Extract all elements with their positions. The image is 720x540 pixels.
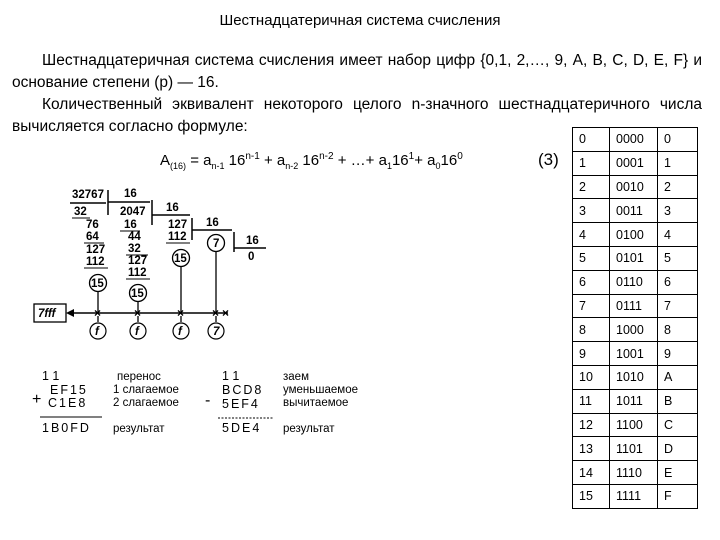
hex-binary-table [572, 127, 698, 509]
div-col2-1: 2047 [120, 206, 146, 218]
decimal-cell: 8 [573, 318, 610, 342]
hex-cell: 1 [658, 151, 698, 175]
div-col4-0: 16 [206, 217, 219, 229]
add-term1: EF15 [50, 383, 88, 397]
div-col1-4: 127 [86, 244, 106, 256]
sub-minuend: BCD8 [222, 383, 264, 397]
decimal-cell: 13 [573, 437, 610, 461]
hex-cell: D [658, 437, 698, 461]
binary-cell: 0101 [610, 246, 658, 270]
svg-text:×: × [134, 306, 142, 320]
add-result-label: результат [113, 423, 165, 435]
div-col3-3: 15 [174, 253, 187, 265]
paragraph-formula-intro: Количественный эквивалент некоторого целого n-значного шестнадцатеричного числа вычисляется согласно формуле: [12, 96, 702, 135]
sub-subtrahend: 5EF4 [222, 397, 260, 411]
div-col3-0: 16 [166, 202, 179, 214]
binary-cell: 1110 [610, 461, 658, 485]
hex-cell: 3 [658, 199, 698, 223]
svg-text:×: × [212, 306, 220, 320]
sub-borrow: 1 1 [222, 369, 240, 383]
table-row [573, 246, 698, 270]
binary-cell: 0010 [610, 175, 658, 199]
hex-cell: 5 [658, 246, 698, 270]
div-col1-6: 15 [91, 278, 104, 290]
add-term2: C1E8 [48, 396, 88, 410]
table-row [573, 270, 698, 294]
div-col4-1: 7 [213, 238, 220, 250]
div-col5-0: 0 [248, 251, 255, 263]
digit-1: f [135, 326, 139, 338]
binary-cell: 1100 [610, 413, 658, 437]
div-col2-2: 16 [124, 219, 137, 231]
div-col2-3: 44 [128, 231, 141, 243]
binary-cell: 1001 [610, 342, 658, 366]
hex-cell: E [658, 461, 698, 485]
hex-cell: A [658, 365, 698, 389]
hex-cell: 8 [658, 318, 698, 342]
sub-minuend-label: уменьшаемое [283, 384, 358, 396]
hex-cell: 0 [658, 128, 698, 152]
table-row [573, 151, 698, 175]
decimal-cell: 6 [573, 270, 610, 294]
div-col1-3: 64 [86, 231, 99, 243]
digit-3: 7 [213, 326, 220, 338]
sub-borrow-label: заем [283, 371, 309, 383]
table-row [573, 461, 698, 485]
binary-cell: 1011 [610, 389, 658, 413]
decimal-cell: 1 [573, 151, 610, 175]
digit-0: f [95, 326, 99, 338]
binary-cell: 1111 [610, 484, 658, 508]
table-row [573, 128, 698, 152]
paragraph-digits: Шестнадцатеричная система счисления имеет набор цифр {0,1, 2,…, 9, A, B, C, D, E, F} и основание степени (р) — 16. [12, 52, 702, 91]
sub-result-label: результат [283, 423, 335, 435]
add-result: 1B0FD [42, 421, 91, 435]
binary-cell: 1010 [610, 365, 658, 389]
div-col3-2: 112 [168, 231, 187, 243]
decimal-cell: 11 [573, 389, 610, 413]
decimal-cell: 3 [573, 199, 610, 223]
binary-cell: 1000 [610, 318, 658, 342]
hex-cell: F [658, 484, 698, 508]
binary-cell: 1101 [610, 437, 658, 461]
table-row [573, 294, 698, 318]
decimal-cell: 10 [573, 365, 610, 389]
svg-text:×: × [94, 306, 102, 320]
table-row [573, 437, 698, 461]
div-col1-0: 32767 [72, 189, 104, 201]
decimal-cell: 5 [573, 246, 610, 270]
hex-cell: 7 [658, 294, 698, 318]
div-col2-4: 32 [128, 243, 141, 255]
table-row [573, 223, 698, 247]
table-row [573, 365, 698, 389]
page-title: Шестнадцатеричная система счисления [219, 12, 501, 29]
binary-cell: 0011 [610, 199, 658, 223]
sub-op: - [205, 392, 211, 409]
decimal-cell: 14 [573, 461, 610, 485]
sub-result: 5DE4 [222, 421, 262, 435]
table-row [573, 342, 698, 366]
decimal-cell: 2 [573, 175, 610, 199]
decimal-cell: 15 [573, 484, 610, 508]
hex-cell: 6 [658, 270, 698, 294]
add-op: + [32, 391, 42, 408]
binary-cell: 0100 [610, 223, 658, 247]
decimal-cell: 4 [573, 223, 610, 247]
div-col1-5: 112 [86, 256, 105, 268]
table-row [573, 484, 698, 508]
conversion-figure [0, 180, 560, 440]
div-col2-7: 15 [131, 288, 144, 300]
hex-cell: 4 [658, 223, 698, 247]
table-row [573, 389, 698, 413]
hex-cell: B [658, 389, 698, 413]
hex-cell: 2 [658, 175, 698, 199]
binary-cell: 0111 [610, 294, 658, 318]
decimal-cell: 0 [573, 128, 610, 152]
decimal-cell: 9 [573, 342, 610, 366]
table-row [573, 199, 698, 223]
add-carry-label: перенос [117, 371, 161, 383]
binary-cell: 0110 [610, 270, 658, 294]
hex-cell: 9 [658, 342, 698, 366]
div-col3-1: 127 [168, 219, 188, 231]
result-hex: 7fff [38, 308, 56, 320]
div-col4-divisor: 16 [246, 235, 259, 247]
decimal-cell: 7 [573, 294, 610, 318]
decimal-cell: 12 [573, 413, 610, 437]
formula-number: (3) [538, 150, 559, 169]
binary-cell: 0001 [610, 151, 658, 175]
div-col1-2: 76 [86, 219, 99, 231]
table-row [573, 413, 698, 437]
add-term2-label: 2 слагаемое [113, 397, 179, 409]
add-carry: 1 1 [42, 369, 60, 383]
add-term1-label: 1 слагаемое [113, 384, 179, 396]
hex-cell: C [658, 413, 698, 437]
div-col1-1: 32 [74, 206, 87, 218]
svg-text:×: × [222, 306, 230, 320]
formula: $A_{(16)} = a_{n-1}$ $16^{n-1} + a_{n-2}$ $16^{n-2}$ + …+ $a_116^1+ a_016^0$ [160, 151, 463, 171]
binary-cell: 0000 [610, 128, 658, 152]
div-col2-6: 112 [128, 267, 147, 279]
div-col2-5: 127 [128, 255, 148, 267]
div-col2-0: 16 [124, 188, 137, 200]
svg-text:×: × [177, 306, 185, 320]
digit-2: f [178, 326, 182, 338]
sub-subtrahend-label: вычитаемое [283, 397, 349, 409]
table-row [573, 318, 698, 342]
intro-text [12, 50, 702, 138]
table-row [573, 175, 698, 199]
